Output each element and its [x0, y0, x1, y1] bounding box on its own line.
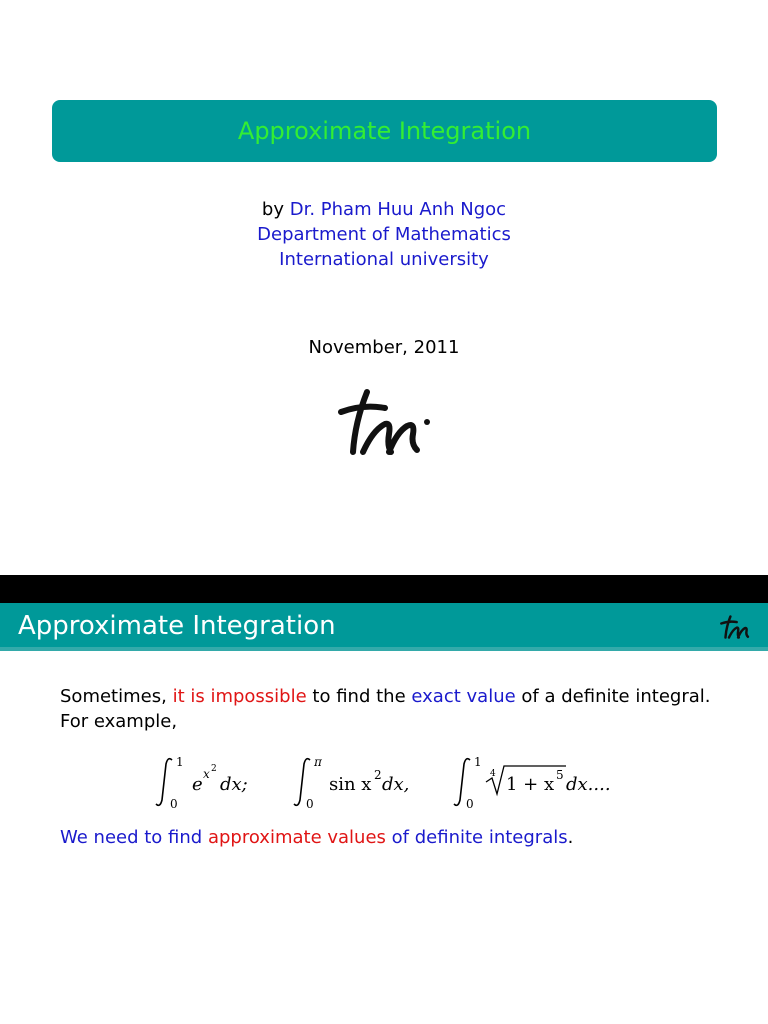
i2-lower: 0: [306, 797, 314, 811]
by-label: by: [261, 199, 284, 220]
i2-body: sin x: [329, 774, 372, 795]
i3-upper: 1: [474, 755, 482, 769]
text-to-find: to find the: [312, 686, 406, 707]
text-approx-values: approximate values: [207, 827, 386, 848]
i3-tail: dx....: [566, 774, 611, 795]
i1-exp: x: [203, 767, 210, 781]
i2-sup: 2: [374, 768, 382, 782]
i1-base: e: [192, 774, 203, 795]
university-logo-icon: [333, 382, 433, 462]
slide-title: Approximate Integration: [237, 117, 532, 145]
intro-paragraph: [60, 684, 720, 734]
text-definite-integrals: of definite integrals: [391, 827, 568, 848]
text-need-find: We need to find: [60, 827, 203, 848]
title-banner: [52, 100, 717, 162]
frame-title: Approximate Integration: [18, 611, 336, 641]
i1-lower: 0: [170, 797, 178, 811]
date: November, 2011: [308, 337, 460, 358]
i1-tail: dx;: [220, 774, 248, 795]
slide-divider: [0, 575, 768, 603]
university: International university: [279, 249, 489, 270]
i3-index: 4: [490, 769, 496, 779]
i1-exp2: 2: [211, 764, 217, 774]
i2-tail: dx,: [382, 774, 410, 795]
text-definite: of a definite integral.: [521, 686, 711, 707]
i3-sup: 5: [556, 768, 564, 782]
text-sometimes: Sometimes,: [60, 686, 167, 707]
integral-examples: [0, 752, 768, 812]
text-impossible: it is impossible: [172, 686, 307, 707]
department: Department of Mathematics: [257, 224, 511, 245]
i1-upper: 1: [176, 755, 184, 769]
text-exact-value: exact value: [411, 686, 516, 707]
university-logo-icon: [718, 613, 754, 641]
conclusion: [60, 827, 573, 848]
i3-rad: 1 + x: [506, 774, 555, 795]
i2-upper: π: [314, 755, 322, 769]
text-for-example: For example,: [60, 711, 178, 732]
text-period: .: [567, 827, 574, 848]
i3-lower: 0: [466, 797, 474, 811]
author-name: Dr. Pham Huu Anh Ngoc: [289, 199, 507, 220]
author-block: [0, 197, 768, 272]
frame-header: [0, 603, 768, 651]
